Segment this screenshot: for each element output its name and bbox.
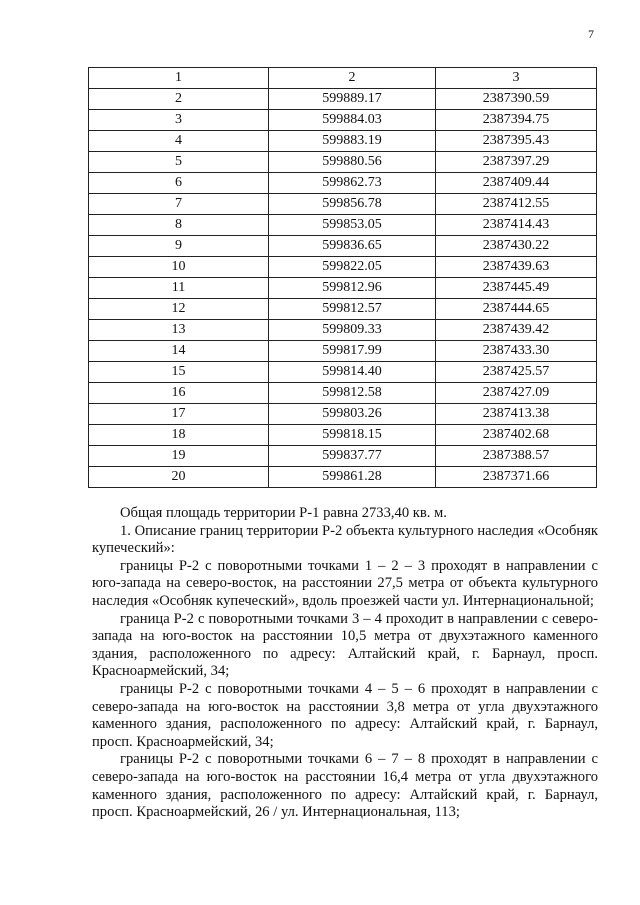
cell-x-coordinate: 599822.05 bbox=[269, 257, 436, 278]
cell-y-coordinate: 2387445.49 bbox=[436, 278, 597, 299]
table-row bbox=[89, 467, 597, 488]
cell-point-number: 11 bbox=[89, 278, 269, 299]
table-row bbox=[89, 320, 597, 341]
cell-x-coordinate: 599803.26 bbox=[269, 404, 436, 425]
table-header-row bbox=[89, 68, 597, 89]
cell-point-number: 15 bbox=[89, 362, 269, 383]
cell-y-coordinate: 2387409.44 bbox=[436, 173, 597, 194]
cell-y-coordinate: 2387413.38 bbox=[436, 404, 597, 425]
cell-point-number: 7 bbox=[89, 194, 269, 215]
cell-point-number: 13 bbox=[89, 320, 269, 341]
cell-point-number: 20 bbox=[89, 467, 269, 488]
cell-point-number: 8 bbox=[89, 215, 269, 236]
cell-x-coordinate: 599809.33 bbox=[269, 320, 436, 341]
table-row bbox=[89, 236, 597, 257]
boundary-paragraph-3-4: граница Р-2 с поворотными точками 3 – 4 проходит в направлении с северо-запада на юго-восток на расстоянии 10,5 метра от двухэтажного каменного здания, расположенного по адресу: Алтайский край, г. Барнаул, просп. Красноармейский, 34; bbox=[92, 610, 598, 680]
cell-point-number: 2 bbox=[89, 89, 269, 110]
cell-x-coordinate: 599817.99 bbox=[269, 341, 436, 362]
cell-x-coordinate: 599812.96 bbox=[269, 278, 436, 299]
cell-point-number: 14 bbox=[89, 341, 269, 362]
cell-y-coordinate: 2387414.43 bbox=[436, 215, 597, 236]
cell-x-coordinate: 599880.56 bbox=[269, 152, 436, 173]
cell-point-number: 6 bbox=[89, 173, 269, 194]
cell-x-coordinate: 599856.78 bbox=[269, 194, 436, 215]
table-row bbox=[89, 173, 597, 194]
table-row bbox=[89, 110, 597, 131]
table-row bbox=[89, 425, 597, 446]
cell-x-coordinate: 599818.15 bbox=[269, 425, 436, 446]
cell-y-coordinate: 2387427.09 bbox=[436, 383, 597, 404]
table-row bbox=[89, 215, 597, 236]
total-area-paragraph: Общая площадь территории Р-1 равна 2733,40 кв. м. bbox=[120, 505, 447, 521]
cell-point-number: 4 bbox=[89, 131, 269, 152]
boundary-paragraph-4-5-6: границы Р-2 с поворотными точками 4 – 5 – 6 проходят в направлении с северо-запада на юго-восток на расстоянии 3,8 метра от угла двухэтажного каменного здания, расположенного по адресу: Алтайский край, г. Барнаул, просп. Красноармейский, 34; bbox=[92, 680, 598, 750]
cell-y-coordinate: 2387388.57 bbox=[436, 446, 597, 467]
boundary-description bbox=[92, 505, 598, 822]
table-row bbox=[89, 341, 597, 362]
cell-x-coordinate: 599861.28 bbox=[269, 467, 436, 488]
cell-y-coordinate: 2387371.66 bbox=[436, 467, 597, 488]
cell-x-coordinate: 599837.77 bbox=[269, 446, 436, 467]
cell-x-coordinate: 599814.40 bbox=[269, 362, 436, 383]
table-row bbox=[89, 152, 597, 173]
cell-point-number: 17 bbox=[89, 404, 269, 425]
cell-point-number: 19 bbox=[89, 446, 269, 467]
table-row bbox=[89, 278, 597, 299]
cell-x-coordinate: 599884.03 bbox=[269, 110, 436, 131]
table-row bbox=[89, 383, 597, 404]
header-cell-x: 2 bbox=[269, 68, 436, 89]
table-row bbox=[89, 194, 597, 215]
table-row bbox=[89, 257, 597, 278]
coordinates-table bbox=[88, 67, 597, 488]
table-row bbox=[89, 362, 597, 383]
cell-y-coordinate: 2387430.22 bbox=[436, 236, 597, 257]
table-row bbox=[89, 89, 597, 110]
cell-point-number: 12 bbox=[89, 299, 269, 320]
cell-y-coordinate: 2387425.57 bbox=[436, 362, 597, 383]
cell-y-coordinate: 2387439.42 bbox=[436, 320, 597, 341]
cell-x-coordinate: 599812.57 bbox=[269, 299, 436, 320]
table-row bbox=[89, 446, 597, 467]
cell-y-coordinate: 2387412.55 bbox=[436, 194, 597, 215]
cell-x-coordinate: 599853.05 bbox=[269, 215, 436, 236]
section-heading-paragraph: 1. Описание границ территории Р-2 объекта культурного наследия «Особняк купеческий»: bbox=[92, 522, 598, 557]
page-number: 7 bbox=[588, 27, 594, 41]
cell-x-coordinate: 599812.58 bbox=[269, 383, 436, 404]
cell-point-number: 10 bbox=[89, 257, 269, 278]
cell-x-coordinate: 599862.73 bbox=[269, 173, 436, 194]
table-row bbox=[89, 299, 597, 320]
cell-y-coordinate: 2387444.65 bbox=[436, 299, 597, 320]
cell-x-coordinate: 599889.17 bbox=[269, 89, 436, 110]
cell-point-number: 5 bbox=[89, 152, 269, 173]
cell-point-number: 18 bbox=[89, 425, 269, 446]
cell-y-coordinate: 2387402.68 bbox=[436, 425, 597, 446]
cell-point-number: 9 bbox=[89, 236, 269, 257]
cell-point-number: 3 bbox=[89, 110, 269, 131]
cell-y-coordinate: 2387397.29 bbox=[436, 152, 597, 173]
cell-y-coordinate: 2387395.43 bbox=[436, 131, 597, 152]
table-row bbox=[89, 404, 597, 425]
boundary-paragraph-6-7-8: границы Р-2 с поворотными точками 6 – 7 – 8 проходят в направлении с северо-запада на юго-восток на расстоянии 16,4 метра от угла двухэтажного каменного здания, расположенного по адресу: Алтайский край, г. Барнаул, просп. Красноармейский, 26 / ул. Интернациональная, 113; bbox=[92, 751, 598, 821]
cell-y-coordinate: 2387390.59 bbox=[436, 89, 597, 110]
boundary-paragraph-1-2-3: границы Р-2 с поворотными точками 1 – 2 – 3 проходят в направлении с юго-запада на северо-восток, на расстоянии 27,5 метра от объекта культурного наследия «Особняк купеческий», вдоль проезжей части ул. Интернациональной; bbox=[92, 557, 598, 609]
header-cell-y: 3 bbox=[436, 68, 597, 89]
cell-y-coordinate: 2387394.75 bbox=[436, 110, 597, 131]
header-cell-point: 1 bbox=[89, 68, 269, 89]
cell-y-coordinate: 2387433.30 bbox=[436, 341, 597, 362]
table-row bbox=[89, 131, 597, 152]
cell-y-coordinate: 2387439.63 bbox=[436, 257, 597, 278]
cell-x-coordinate: 599883.19 bbox=[269, 131, 436, 152]
cell-x-coordinate: 599836.65 bbox=[269, 236, 436, 257]
cell-point-number: 16 bbox=[89, 383, 269, 404]
